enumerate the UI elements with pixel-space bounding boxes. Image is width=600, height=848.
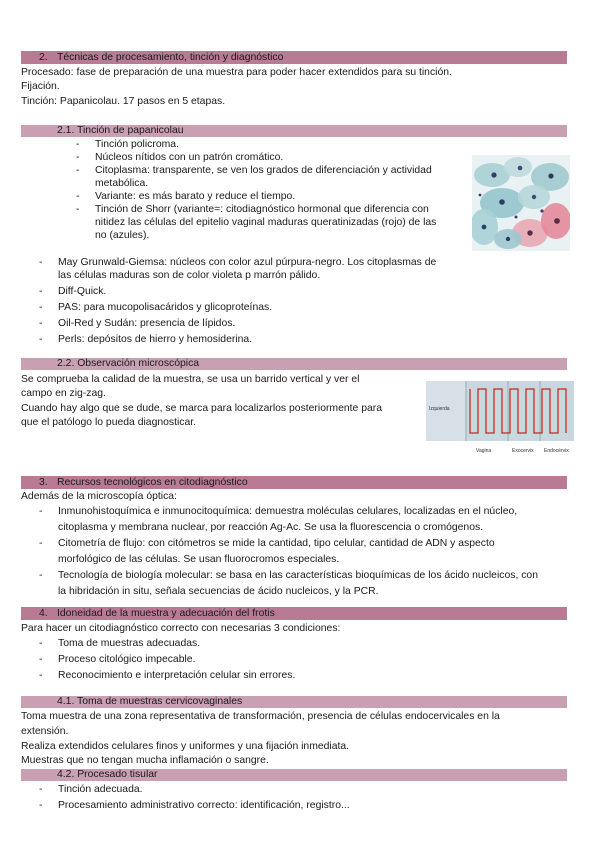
sec22-line-2: campo en zig-zag. <box>21 388 106 399</box>
section-2-header <box>21 51 567 64</box>
list-item-continuation: la hibridación in situ, señala secuencias de ácido nucleicos, y la PCR. <box>58 586 379 597</box>
list-item-continuation: metabólica. <box>95 178 149 189</box>
section-2-2-title: 2.2. Observación microscópica <box>57 358 200 369</box>
sec22-line-4: que el patólogo lo pueda diagnosticar. <box>21 417 197 428</box>
sec2-paragraph-2: Fijación. <box>21 81 60 92</box>
list-item: - Toma de muestras adecuadas. <box>39 638 201 649</box>
list-item: - May Grunwald-Giemsa: núcleos con color azul púrpura-negro. Los citoplasmas de <box>39 257 437 268</box>
other-stains-list <box>39 256 437 346</box>
sec22-line-1: Se comprueba la calidad de la muestra, se usa un barrido vertical y ver el <box>21 374 360 385</box>
list-item: - PAS: para mucopolisacáridos y glicoproteínas. <box>39 302 273 313</box>
sec2-paragraph-3: Tinción: Papanicolau. 17 pasos en 5 etapas. <box>21 96 226 107</box>
list-item: - Tecnología de biología molecular: se basa en las características bioquímicas de los ácido nucleicos, con <box>39 570 538 581</box>
micrograph-image <box>472 155 570 251</box>
section-4-title: Idoneidad de la muestra y adecuación del frotis <box>57 608 275 619</box>
diagram-label-endocervix: Endocérvix <box>544 448 569 454</box>
sec4-intro: Para hacer un citodiagnóstico correcto con necesarias 3 condiciones: <box>21 623 341 634</box>
tech-resources-list <box>39 505 538 598</box>
section-2-2-header <box>21 358 567 370</box>
list-item: - Núcleos nítidos con un patrón cromático. <box>76 152 284 163</box>
list-item-continuation: morfológico de las células. Se usan fluorocromos especiales. <box>58 554 340 565</box>
section-4-2-title: 4.2. Procesado tisular <box>57 769 158 780</box>
list-item-continuation: no (azules). <box>95 230 150 241</box>
scanning-diagram <box>426 381 574 457</box>
list-item: - Diff-Quick. <box>39 286 107 297</box>
sec41-line-4: Muestras que no tengan mucha inflamación o sangre. <box>21 755 269 766</box>
sec41-line-2: extensión. <box>21 726 69 737</box>
list-item: - Perls: depósitos de hierro y hemosiderina. <box>39 334 253 345</box>
section-2-1-title: 2.1. Tinción de papanicolau <box>57 125 184 136</box>
tissue-processing-list <box>39 783 350 812</box>
diagram-left-label: Izquierda <box>429 406 450 412</box>
list-item: - Procesamiento administrativo correcto: identificación, registro... <box>39 800 350 811</box>
papanicolau-list <box>76 138 437 242</box>
sec2-paragraph-1: Procesado: fase de preparación de una muestra para poder hacer extendidos para su tinción. <box>21 67 452 78</box>
sec3-intro: Además de la microscopía óptica: <box>21 491 177 502</box>
list-item: - Tinción policroma. <box>76 139 179 150</box>
section-2-title: Técnicas de procesamiento, tinción y diagnóstico <box>57 52 284 63</box>
list-item: - Inmunohistoquímica e inmunocitoquímica: demuestra moléculas celulares, localizadas en el núcleo, <box>39 506 518 517</box>
diagram-label-exocervix: Exocervix <box>512 448 534 454</box>
conditions-list <box>39 637 296 682</box>
section-2-1-header <box>21 125 567 137</box>
sec41-line-1: Toma muestra de una zona representativa de transformación, presencia de células endocervicales en la <box>21 711 500 722</box>
list-item: - Tinción de Shorr (variante=: citodiagnóstico hormonal que diferencia con <box>76 204 429 215</box>
zigzag-scan-diagram <box>426 381 574 457</box>
list-item-continuation: las células maduras son de color violeta p marrón pálido. <box>58 270 321 281</box>
list-item: - Citometría de flujo: con citómetros se mide la cantidad, tipo celular, cantidad de ADN y aspecto <box>39 538 495 549</box>
list-item-continuation: citoplasma y membrana nuclear, por reacción Ag-Ac. Se usa la fluorescencia o cromógenos. <box>58 522 484 533</box>
section-4-2-header <box>21 769 567 781</box>
list-item: - Citoplasma: transparente, se ven los grados de diferenciación y actividad <box>76 165 432 176</box>
pap-smear-micrograph <box>472 155 570 251</box>
section-3-header <box>21 476 567 489</box>
section-3-number: 3. <box>39 477 48 488</box>
list-item: - Tinción adecuada. <box>39 784 143 795</box>
sec22-line-3: Cuando hay algo que se dude, se marca para localizarlos posteriormente para <box>21 403 382 414</box>
section-2-number: 2. <box>39 52 48 63</box>
list-item: - Oil-Red y Sudán: presencia de lípidos. <box>39 318 236 329</box>
list-item: - Reconocimiento e interpretación celular sin errores. <box>39 670 296 681</box>
sec41-line-3: Realiza extendidos celulares finos y uniformes y una fijación inmediata. <box>21 741 350 752</box>
list-item-continuation: nitidez las células del epitelio vaginal maduras queratinizadas (rojo) de las <box>95 217 437 228</box>
section-4-1-title: 4.1. Toma de muestras cervicovaginales <box>57 696 243 707</box>
diagram-label-vagina: Vagina <box>476 448 492 454</box>
list-item: - Variante: es más barato y reduce el tiempo. <box>76 191 296 202</box>
section-4-header <box>21 607 567 620</box>
section-4-number: 4. <box>39 608 48 619</box>
list-item: - Proceso citológico impecable. <box>39 654 196 665</box>
section-3-title: Recursos tecnológicos en citodiagnóstico <box>57 477 248 488</box>
section-4-1-header <box>21 696 567 708</box>
